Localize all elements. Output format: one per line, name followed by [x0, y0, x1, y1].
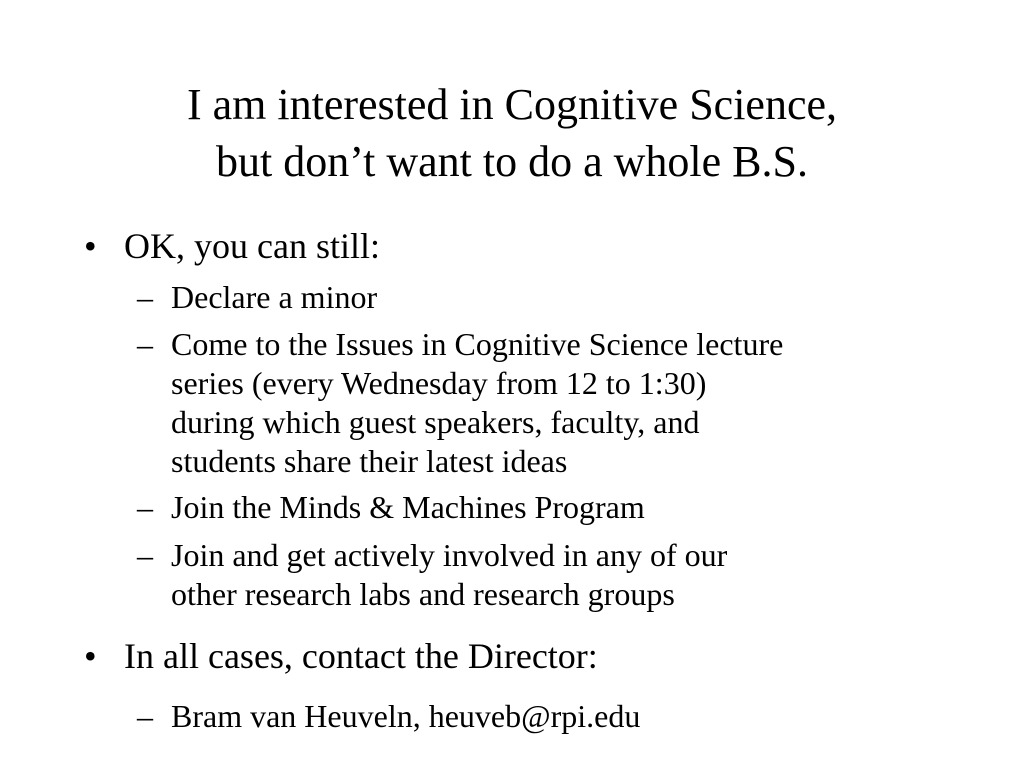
sub-bullet-marker: –: [137, 698, 153, 734]
sub-bullet-line: Join the Minds & Machines Program: [171, 489, 645, 525]
slide-title: [0, 76, 1024, 190]
title-line-2: but don’t want to do a whole B.S.: [216, 137, 808, 186]
sub-bullet-marker: –: [137, 279, 153, 315]
title-line-1: I am interested in Cognitive Science,: [186, 80, 838, 129]
sub-bullet-line: other research labs and research groups: [171, 576, 675, 612]
director-contact-line: Bram van Heuveln, heuveb@rpi.edu: [171, 698, 641, 734]
sub-bullet-text: [171, 536, 961, 614]
sub-bullet-marker: –: [137, 537, 153, 573]
sub-bullet-line: students share their latest ideas: [171, 443, 568, 479]
sub-bullet-line: series (every Wednesday from 12 to 1:30): [171, 365, 707, 401]
sub-bullet-line: Declare a minor: [171, 279, 378, 315]
sub-bullet-line: Come to the Issues in Cognitive Science lecture: [171, 326, 784, 362]
sub-bullet-line: Join and get actively involved in any of our: [171, 537, 728, 573]
bullet-text: In all cases, contact the Director:: [124, 636, 598, 676]
bullet-marker: •: [84, 226, 97, 266]
sub-bullet-marker: –: [137, 489, 153, 525]
sub-bullet-text: [171, 697, 961, 736]
sub-bullet-text: [171, 325, 961, 481]
sub-bullet-marker: –: [137, 326, 153, 362]
bullet-marker: •: [84, 636, 97, 676]
sub-bullet-text: [171, 488, 961, 527]
bullet-text: OK, you can still:: [124, 226, 380, 266]
sub-bullet-line: during which guest speakers, faculty, and: [171, 404, 700, 440]
sub-bullet-text: [171, 278, 961, 317]
